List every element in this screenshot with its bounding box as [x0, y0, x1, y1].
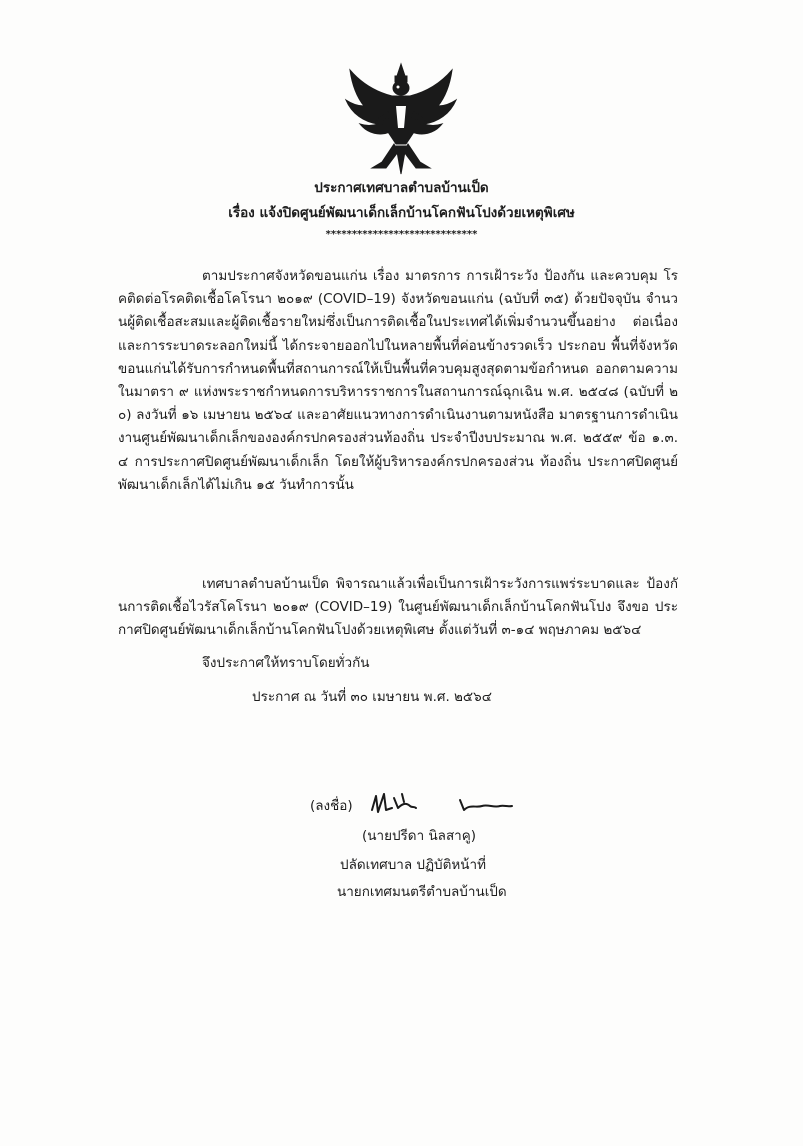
handwritten-signature [368, 790, 528, 818]
sign-label: (ลงชื่อ) [310, 798, 353, 814]
closing-statement: จึงประกาศให้ทราบโดยทั่วกัน [202, 655, 370, 671]
document-title: ประกาศเทศบาลตำบลบ้านเป็ด [314, 180, 489, 196]
separator-line: ***************************** [325, 229, 478, 240]
signatory-name: (นายปรีดา นิลสาคู) [362, 828, 477, 844]
signatory-position-2: นายกเทศมนตรีตำบลบ้านเป็ด [337, 884, 507, 900]
body-paragraph-1: ตามประกาศจังหวัดขอนแก่น เรื่อง มาตรการ การเฝ้าระวัง ป้องกัน และควบคุม โรคติดต่อโรคติดเชื้อโคโรนา ๒๐๑๙ (COVID–19) จังหวัดขอนแก่น (ฉบับที่ ๓๕) ด้วยปัจจุบัน จำนวนผู้ติดเชื้อสะสมและผู้ติดเชื้อรายใหม่ซึ่งเป็นการติดเชื้อในประเทศได้เพิ่มจำนวนขึ้นอย่าง ต่อเนื่อง และการระบาดระลอกใหม่นี้ ได้กระจายออกไปในหลายพื้นที่ค่อนข้างรวดเร็ว ประกอบ พื้นที่จังหวัดขอนแก่นได้รับการกำหนดพื้นที่สถานการณ์ให้เป็นพื้นที่ควบคุมสูงสุดตามข้อกำหนด ออกตามความในมาตรา ๙ แห่งพระราชกำหนดการบริหารราชการในสถานการณ์ฉุกเฉิน พ.ศ. ๒๕๔๘ (ฉบับที่ ๒๐) ลงวันที่ ๑๖ เมษายน ๒๕๖๔ และอาศัยแนวทางการดำเนินงานตามหนังสือ มาตรฐานการดำเนินงานศูนย์พัฒนาเด็กเล็กขององค์กรปกครองส่วนท้องถิ่น ประจำปีงบประมาณ พ.ศ. ๒๕๕๙ ข้อ ๑.๓.๔ การประกาศปิดศูนย์พัฒนาเด็กเล็ก โดยให้ผู้บริหารองค์กรปกครองส่วน ท้องถิ่น ประกาศปิดศูนย์พัฒนาเด็กเล็กได้ไม่เกิน ๑๕ วันทำการนั้น [118, 268, 678, 493]
signatory-position-1: ปลัดเทศบาล ปฏิบัติหน้าที่ [340, 857, 486, 873]
garuda-emblem-icon [342, 62, 460, 176]
document-subject: เรื่อง แจ้งปิดศูนย์พัฒนาเด็กเล็กบ้านโคกฟันโปงด้วยเหตุพิเศษ [228, 205, 575, 221]
body-paragraph-2: เทศบาลตำบลบ้านเป็ด พิจารณาแล้วเพื่อเป็นการเฝ้าระวังการแพร่ระบาดและ ป้องกันการติดเชื้อไวรัสโคโรนา ๒๐๑๙ (COVID–19) ในศูนย์พัฒนาเด็กเล็กบ้านโคกฟันโปง จึงขอ ประกาศปิดศูนย์พัฒนาเด็กเล็กบ้านโคกฟันโปงด้วยเหตุพิเศษ ตั้งแต่วันที่ ๓-๑๔ พฤษภาคม ๒๕๖๔ [118, 576, 678, 639]
date-line: ประกาศ ณ วันที่ ๓๐ เมษายน พ.ศ. ๒๕๖๔ [252, 689, 492, 705]
